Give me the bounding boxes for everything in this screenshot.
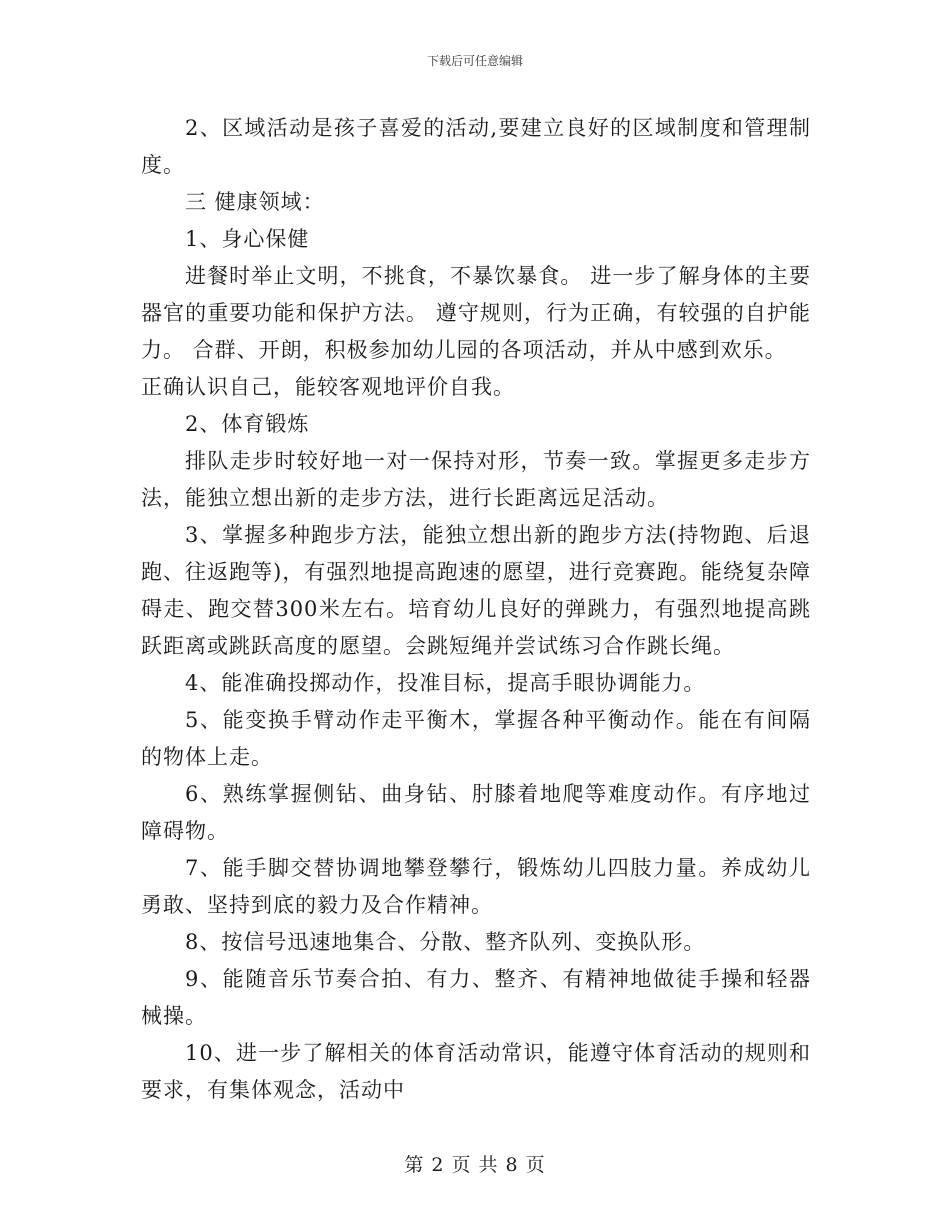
paragraph: 8、按信号迅速地集合、分散、整齐队列、变换队形。 [185, 930, 706, 954]
paragraph: 排队走步时较好地一对一保持对形，节奏一致。掌握更多走步方法，能独立想出新的走步方法，进行长距离远足活动。 [141, 449, 811, 510]
page-number-footer: 第 2 页 共 8 页 [404, 1154, 546, 1176]
section-heading: 三 健康领域： [185, 190, 325, 214]
paragraph: 7、能手脚交替协调地攀登攀行，锻炼幼儿四肢力量。养成幼儿勇敢、坚持到底的毅力及合作精神。 [141, 856, 811, 917]
paragraph: 2、区域活动是孩子喜爱的活动,要建立良好的区域制度和管理制度。 [141, 116, 811, 177]
paragraph: 6、熟练掌握侧钻、曲身钻、肘膝着地爬等难度动作。有序地过障碍物。 [141, 782, 811, 843]
paragraph: 进餐时举止文明，不挑食，不暴饮暴食。 进一步了解身体的主要器官的重要功能和保护方法。 遵守规则，行为正确，有较强的自护能力。 合群、开朗，积极参加幼儿园的各项活动，并从中感到欢乐。 [141, 264, 811, 362]
page-header: 下载后可任意编辑 [426, 54, 523, 68]
subsection-heading: 1、身心保健 [185, 227, 310, 251]
paragraph: 3、掌握多种跑步方法，能独立想出新的跑步方法(持物跑、后退跑、往返跑等)，有强烈地提高跑速的愿望，进行竞赛跑。能绕复杂障碍走、跑交替300米左右。培育幼儿良好的弹跳力，有强烈地提高跳跃距离或跳跃高度的愿望。会跳短绳并尝试练习合作跳长绳。 [141, 523, 811, 658]
paragraph: 5、能变换手臂动作走平衡木，掌握各种平衡动作。能在有间隔的物体上走。 [141, 708, 811, 769]
document-body [141, 110, 811, 1109]
paragraph: 4、能准确投掷动作，投准目标，提高手眼协调能力。 [185, 671, 706, 695]
paragraph: 正确认识自己，能较客观地评价自我。 [141, 375, 515, 399]
paragraph: 10、进一步了解相关的体育活动常识，能遵守体育活动的规则和要求，有集体观念，活动中 [141, 1041, 811, 1102]
subsection-heading: 2、体育锻炼 [185, 412, 310, 436]
paragraph: 9、能随音乐节奏合拍、有力、整齐、有精神地做徒手操和轻器械操。 [141, 967, 811, 1028]
